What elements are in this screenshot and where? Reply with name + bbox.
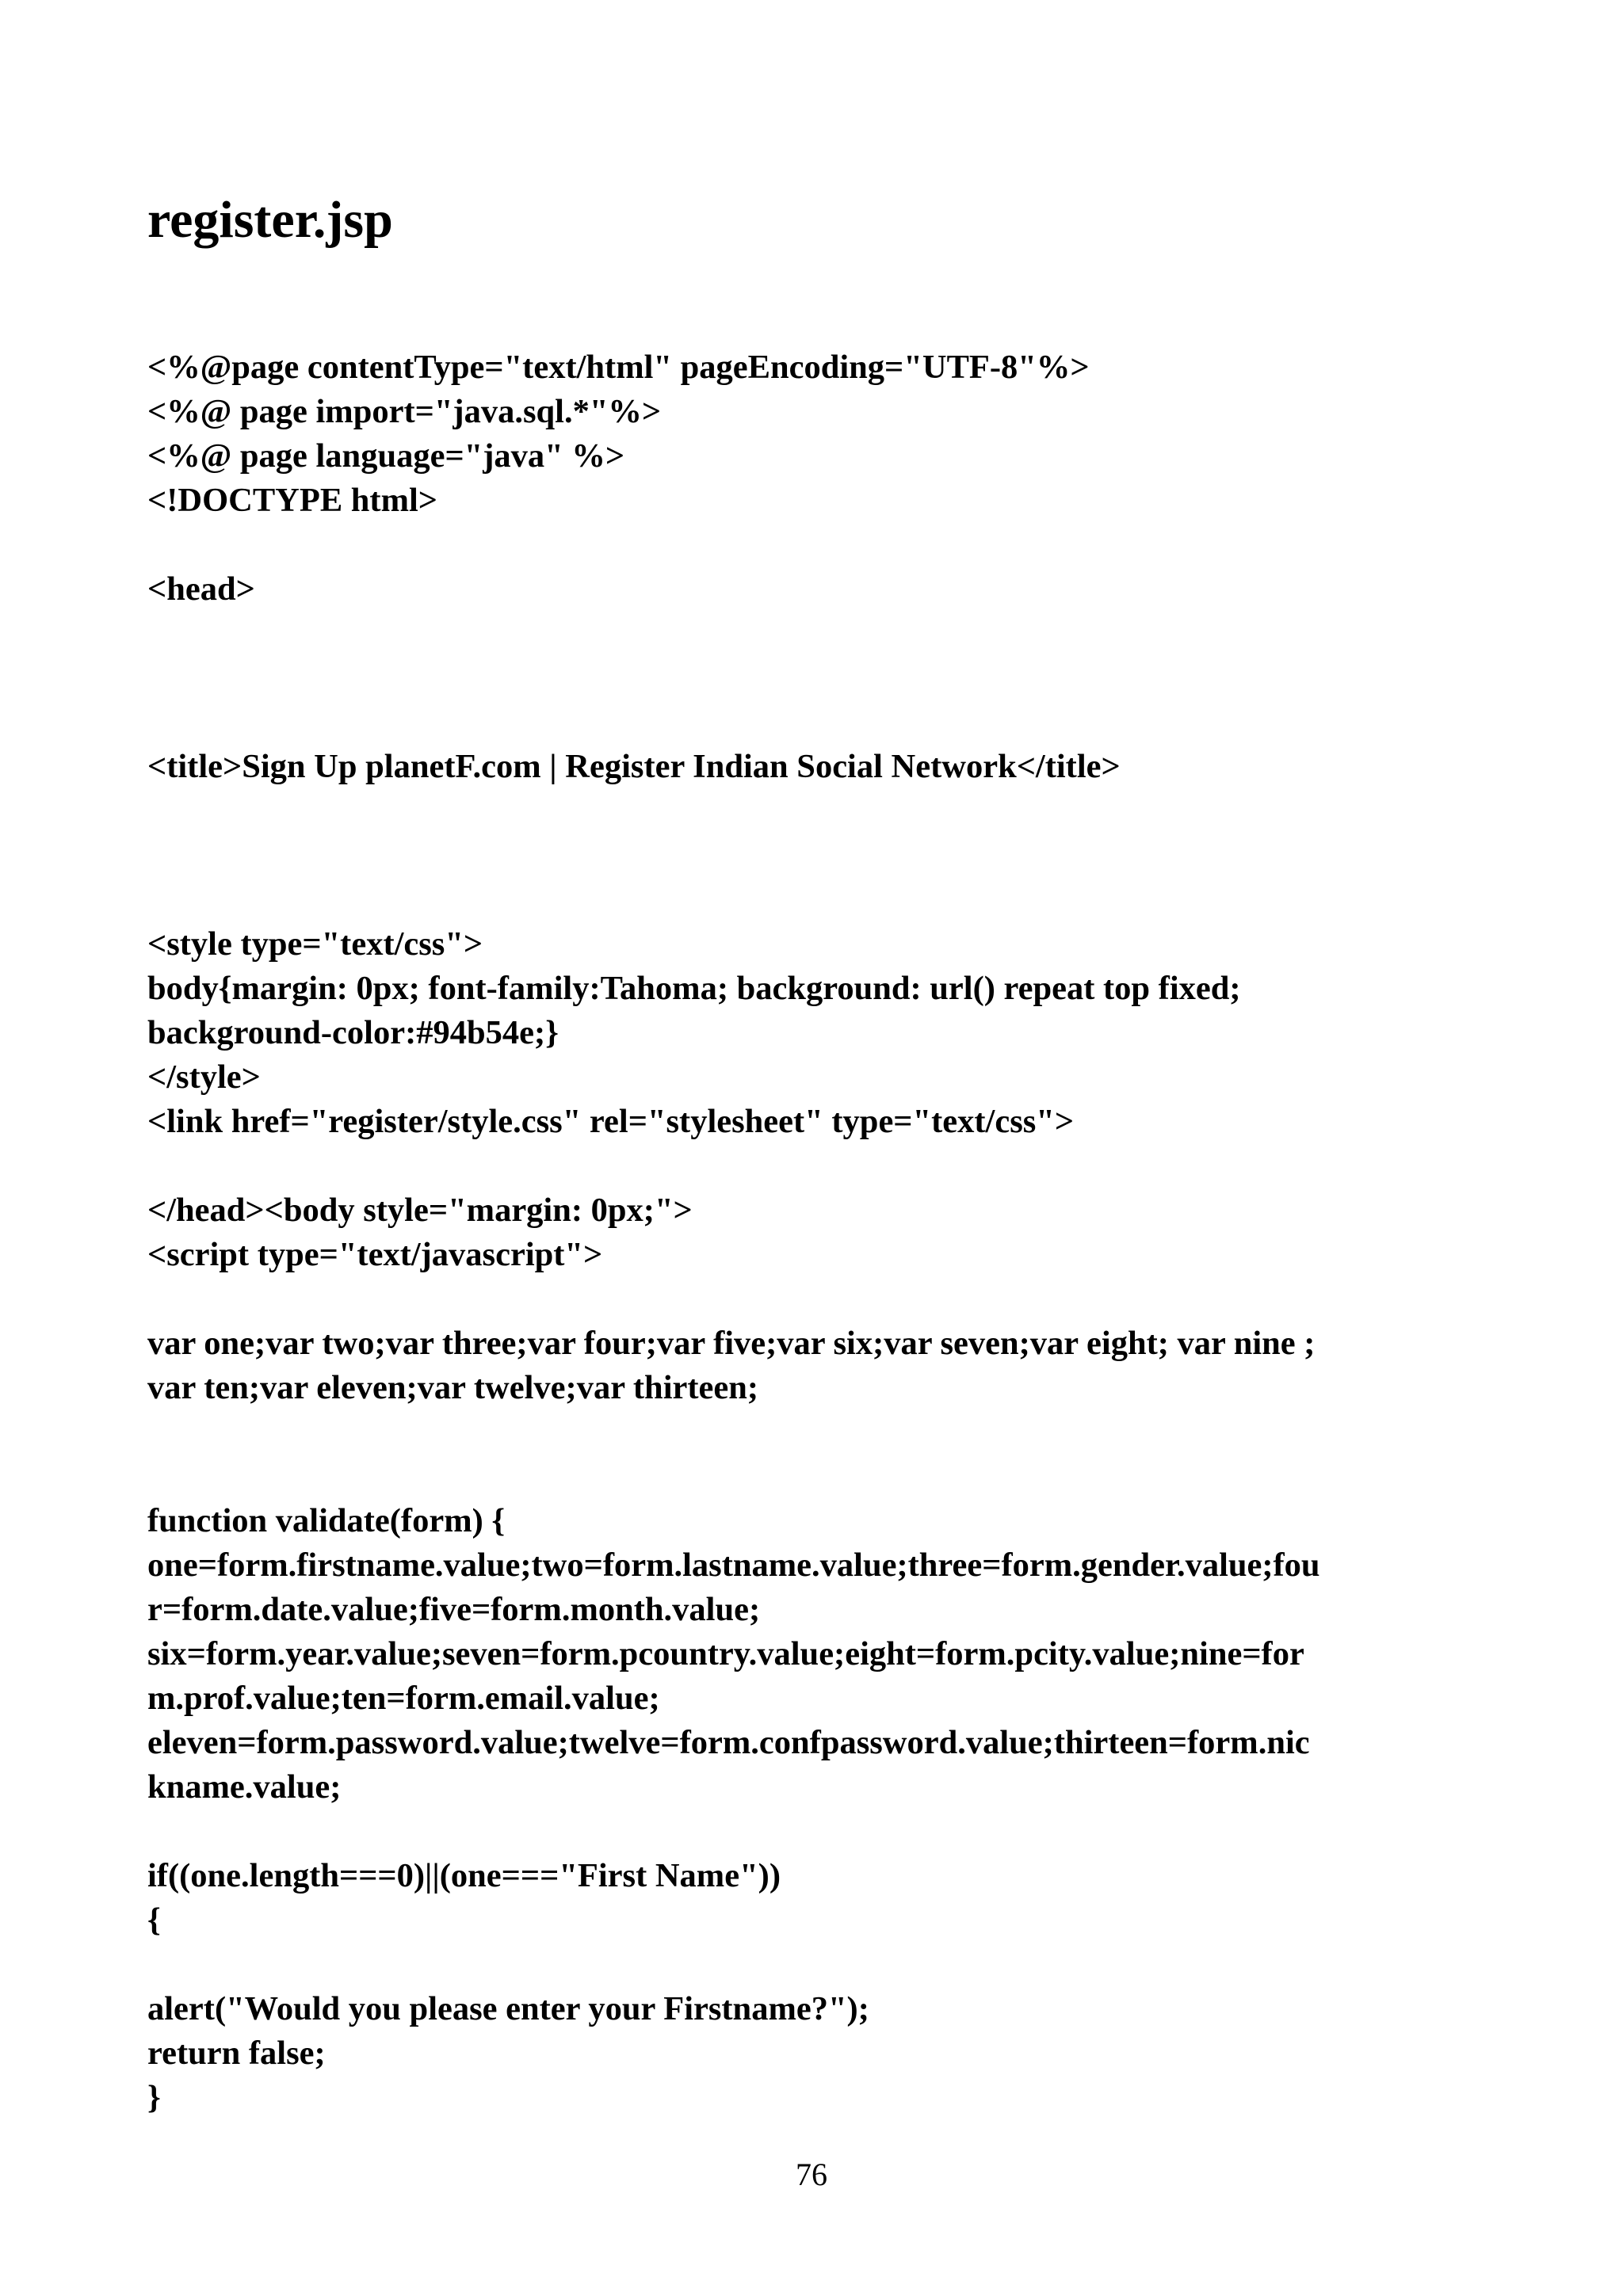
page-title: register.jsp bbox=[147, 191, 393, 249]
code-line: <script type="text/javascript"> bbox=[147, 1236, 603, 1273]
code-line: r=form.date.value;five=form.month.value; bbox=[147, 1591, 761, 1628]
code-line: eleven=form.password.value;twelve=form.confpassword.value;thirteen=form.nic bbox=[147, 1724, 1310, 1761]
code-line: <!DOCTYPE html> bbox=[147, 482, 438, 519]
code-line: alert("Would you please enter your Firstname?"); bbox=[147, 1990, 869, 2027]
code-line: var one;var two;var three;var four;var five;var six;var seven;var eight; var nine ; bbox=[147, 1325, 1316, 1362]
code-line: kname.value; bbox=[147, 1768, 342, 1806]
code-line: <link href="register/style.css" rel="stylesheet" type="text/css"> bbox=[147, 1103, 1075, 1140]
code-line: one=form.firstname.value;two=form.lastname.value;three=form.gender.value;fou bbox=[147, 1547, 1320, 1584]
code-line: </head><body style="margin: 0px;"> bbox=[147, 1192, 693, 1229]
code-line: <title>Sign Up planetF.com | Register Indian Social Network</title> bbox=[147, 748, 1121, 785]
page-number: 76 bbox=[796, 2157, 827, 2192]
code-line: function validate(form) { bbox=[147, 1502, 506, 1539]
code-line: <%@ page language="java" %> bbox=[147, 437, 625, 475]
code-line: var ten;var eleven;var twelve;var thirteen; bbox=[147, 1369, 759, 1406]
code-line: </style> bbox=[147, 1058, 261, 1096]
code-line: <style type="text/css"> bbox=[147, 925, 483, 963]
code-line: background-color:#94b54e;} bbox=[147, 1014, 559, 1051]
code-line: body{margin: 0px; font-family:Tahoma; background: url() repeat top fixed; bbox=[147, 970, 1241, 1007]
code-line: return false; bbox=[147, 2035, 326, 2072]
code-line: m.prof.value;ten=form.email.value; bbox=[147, 1680, 660, 1717]
code-line: <%@ page import="java.sql.*"%> bbox=[147, 393, 662, 430]
code-line: six=form.year.value;seven=form.pcountry.value;eight=form.pcity.value;nine=for bbox=[147, 1635, 1304, 1672]
code-line: if((one.length===0)||(one==="First Name")) bbox=[147, 1857, 781, 1894]
code-line: <%@page contentType="text/html" pageEncoding="UTF-8"%> bbox=[147, 349, 1090, 386]
code-line: } bbox=[147, 2079, 161, 2116]
code-line: <head> bbox=[147, 570, 255, 608]
code-line: { bbox=[147, 1901, 161, 1939]
